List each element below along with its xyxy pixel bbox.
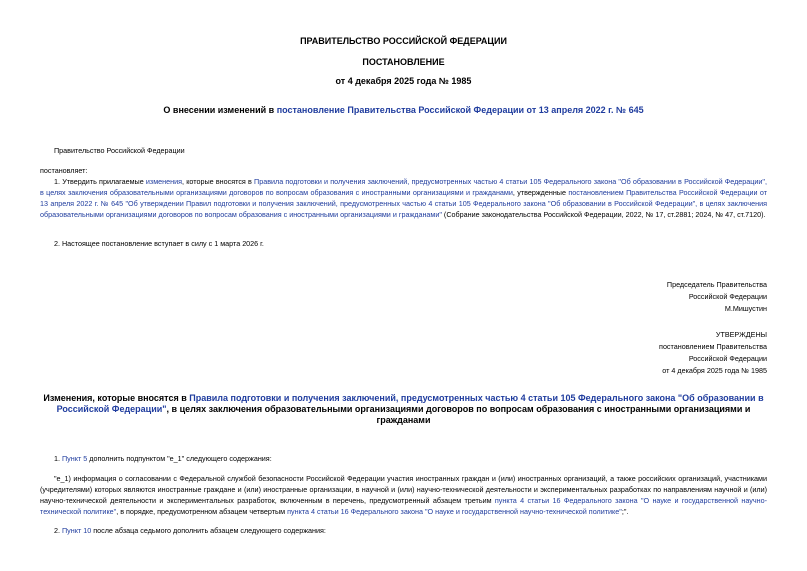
rules-link[interactable]: Правила подготовки и получения заключений, предусмотренных частью 4 статьи 105 Федерального закона "Об образовании в Российской Федерации", в целях заключения образовательными организациями договоров по вопросам образования с иностранными организациями и гражданами (40, 177, 767, 197)
title-prefix: О внесении изменений в (163, 105, 277, 115)
item-1-text-b: , которые вносятся в (182, 177, 255, 186)
item-2-paragraph: 2. Настоящее постановление вступает в силу с 1 марта 2026 г. (54, 239, 264, 248)
quote-e1 (40, 473, 767, 517)
change-2-text: после абзаца седьмого дополнить абзацем следующего содержания: (91, 526, 326, 535)
government-line: Правительство Российской Федерации (54, 146, 185, 155)
changes-title-link[interactable]: Правила подготовки и получения заключений, предусмотренных частью 4 статьи 105 Федерального закона "Об образовании в Российской Федерации" (56, 393, 764, 414)
resolution-645-link[interactable]: постановлением Правительства Российской Федерации от 13 апреля 2022 г. № 645 "Об утверждении Правил подготовки и получения заключений, предусмотренных частью 4 статьи 105 Федерального закона "Об образовании в Российской Федерации", в целях заключения образовательными организациями договоров по вопросам образования с иностранными организациями и гражданами" (40, 188, 767, 219)
changes-title-prefix: Изменения, которые вносятся в (43, 393, 190, 403)
doc-type-heading: ПОСТАНОВЛЕНИЕ (362, 57, 445, 67)
point-10-link[interactable]: Пункт 10 (62, 526, 92, 535)
change-2 (54, 525, 767, 536)
changes-link[interactable]: изменения (145, 177, 183, 186)
item-1-text-c: , утвержденные (512, 188, 569, 197)
item-1-text-d: (Собрание законодательства Российской Федерации, 2022, № 17, ст.2881; 2024, № 47, ст.7120). (441, 210, 766, 219)
approved-block (659, 329, 767, 377)
changes-title (40, 393, 767, 426)
org-heading: ПРАВИТЕЛЬСТВО РОССИЙСКОЙ ФЕДЕРАЦИИ (300, 36, 507, 46)
change-1-text: дополнить подпунктом "е_1" следующего содержания: (87, 454, 272, 463)
science-law-link-2[interactable]: пункта 4 статьи 16 Федерального закона "О науке и государственной научно-технической политике" (287, 507, 622, 516)
approved-by: постановлением Правительства (659, 342, 767, 351)
change-2-number: 2. (54, 526, 62, 535)
approved-country: Российской Федерации (688, 354, 767, 363)
date-number: от 4 декабря 2025 года № 1985 (335, 76, 472, 86)
science-law-link-1[interactable]: пункта 4 статьи 16 Федерального закона "О науке и государственной научно-технической политике" (40, 496, 767, 516)
quote-text-c: ;". (621, 507, 629, 516)
change-1-number: 1. (54, 454, 62, 463)
signature-title: Председатель Правительства (666, 280, 767, 289)
item-1-text-a: 1. Утвердить прилагаемые (54, 177, 146, 186)
approved-date: от 4 декабря 2025 года № 1985 (662, 366, 767, 375)
change-1 (54, 453, 767, 464)
item-1-paragraph (40, 176, 767, 220)
signature-block (667, 279, 767, 315)
signature-country: Российской Федерации (688, 292, 767, 301)
signature-name: М.Мишустин (724, 304, 767, 313)
title-link[interactable]: постановление Правительства Российской Федерации от 13 апреля 2022 г. № 645 (276, 105, 644, 115)
resolves-line: постановляет: (40, 166, 88, 175)
quote-text-b: , в порядке, предусмотренном абзацем четвертым (116, 507, 288, 516)
quote-text-a: "е_1) информация о согласовании с Федеральной службой безопасности Российской Федерации участия иностранных граждан и (или) иностранных организаций, а также российских организаций, участниками (учредителями) которых являются иностранные граждане и (или) иностранные организации, в научной и (или) научно-технической деятельности и экспериментальных разработках по направлениям научной и (или) научно-технической деятельности и экспериментальных разработок, включенным в перечень, предусмотренный абзацем третьим (40, 474, 767, 505)
document-title (0, 105, 807, 115)
approved-heading: УТВЕРЖДЕНЫ (715, 330, 767, 339)
changes-title-suffix: , в целях заключения образовательными организациями договоров по вопросам образования с иностранными организациями и гражданами (166, 404, 751, 425)
point-5-link[interactable]: Пункт 5 (62, 454, 88, 463)
